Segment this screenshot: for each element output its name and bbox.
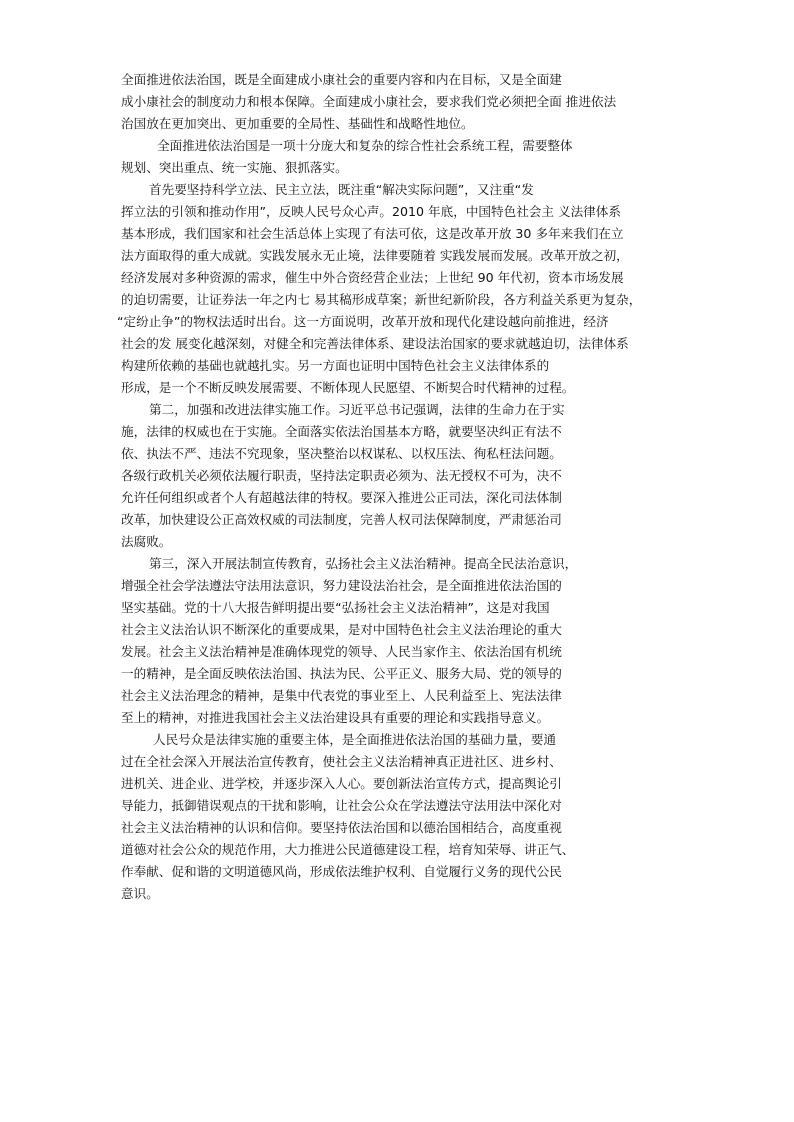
- text-line: 人民号众是法律实施的重要主体，是全面推进依法治国的基础力量，要通: [153, 732, 556, 747]
- text-line: 规划、突出重点、统一实施、狠抓落实。: [121, 160, 348, 175]
- text-line: 允许任何组织或者个人有超越法律的特权。要深入推进公正司法，深化司法体制: [121, 490, 562, 505]
- text-line: 道德对社会公众的规范作用，大力推进公民道德建设工程，培育知荣辱、讲正气、: [121, 842, 575, 857]
- text-line: 改革，加快建设公正高效权威的司法制度，完善人权司法保障制度，严肃惩治司: [121, 512, 562, 527]
- text-line: 一的精神，是全面反映依法治国、执法为民、公平正义、服务大局、党的领导的: [121, 666, 562, 681]
- text-line: 过在全社会深入开展法治宣传教育，使社会主义法治精神真正进社区、进乡村、: [121, 754, 562, 769]
- text-line: 第三，深入开展法制宣传教育，弘扬社会主义法治精神。提高全民法治意识，: [149, 556, 578, 571]
- text-line: 法腐败。: [121, 534, 172, 549]
- text-line: 挥立法的引领和推动作用”，反映人民号众心声。2010 年底，中国特色社会主 义法律体系: [121, 204, 621, 219]
- text-line: 意识。: [121, 886, 159, 901]
- text-line: 各级行政机关必须依法履行职责，坚持法定职责必须为、法无授权不可为，决不: [121, 468, 562, 483]
- text-line: 增强全社会学法遵法守法用法意识，努力建设法治社会，是全面推进依法治国的: [121, 578, 562, 593]
- text-line: 作奉献、促和谐的文明道德风尚，形成依法维护权利、自觉履行义务的现代公民: [121, 864, 562, 879]
- text-line: 社会主义法治精神的认识和信仰。要坚持依法治国和以德治国相结合，高度重视: [121, 820, 562, 835]
- text-line: 依、执法不严、违法不究现象，坚决整治以权谋私、以权压法、徇私枉法问题。: [121, 446, 562, 461]
- text-line: 全面推进依法治国，既是全面建成小康社会的重要内容和内在目标，又是全面建: [121, 72, 562, 87]
- text-line: 首先要坚持科学立法、民主立法，既注重“解决实际问题”，又注重“发: [149, 182, 534, 197]
- text-line: 导能力，抵御错误观点的干扰和影响，让社会公众在学法遵法守法用法中深化对: [121, 798, 562, 813]
- text-line: 治国放在更加突出、更加重要的全局性、基础性和战略性地位。: [121, 116, 474, 131]
- text-line: 全面推进依法治国是一项十分庞大和复杂的综合性社会系统工程，需要整体: [157, 138, 573, 153]
- text-line: 构建所依赖的基础也就越扎实。另一方面也证明中国特色社会主义法律体系的: [121, 358, 550, 373]
- text-line: 形成，是一个不断反映发展需要、不断体现人民愿望、不断契合时代精神的过程。: [121, 380, 575, 395]
- text-line: “定纷止争”的物权法适时出台。这一方面说明，改革开放和现代化建设越向前推进，经济: [117, 314, 609, 329]
- text-line: 成小康社会的制度动力和根本保障。全面建成小康社会，要求我们党必须把全面 推进依法: [121, 94, 617, 109]
- text-line: 法方面取得的重大成就。实践发展永无止境，法律要随着 实践发展而发展。改革开放之初，: [121, 248, 629, 263]
- text-line: 进机关、进企业、进学校，并逐步深入人心。要创新法治宣传方式，提高舆论引: [121, 776, 562, 791]
- text-line: 至上的精神，对推进我国社会主义法治建设具有重要的理论和实践指导意义。: [121, 710, 550, 725]
- text-line: 基本形成，我们国家和社会生活总体上实现了有法可依，这是改革开放 30 多年来我们在立: [121, 226, 624, 241]
- text-line: 发展。社会主义法治精神是准确体现党的领导、人民当家作主、依法治国有机统: [121, 644, 562, 659]
- text-line: 社会主义法治认识不断深化的重要成果，是对中国特色社会主义法治理论的重大: [121, 622, 562, 637]
- text-line: 施，法律的权威也在于实施。全面落实依法治国基本方略，就要坚决纠正有法不: [121, 424, 562, 439]
- text-line: 社会的发 展变化越深刻，对健全和完善法律体系、建设法治国家的要求就越迫切，法律体系: [121, 336, 629, 351]
- text-line: 坚实基础。党的十八大报告鲜明提出要“弘扬社会主义法治精神”，这是对我国: [121, 600, 550, 615]
- text-line: 经济发展对多种资源的需求，催生中外合资经营企业法；上世纪 90 年代初，资本市场发展: [121, 270, 624, 285]
- text-line: 第二，加强和改进法律实施工作。习近平总书记强调，法律的生命力在于实: [149, 402, 565, 417]
- text-line: 的迫切需要，让证券法一年之内七 易其稿形成草案；新世纪新阶段，各方利益关系更为复杂，: [121, 292, 642, 307]
- text-line: 社会主义法治理念的精神，是集中代表党的事业至上、人民利益至上、宪法法律: [121, 688, 562, 703]
